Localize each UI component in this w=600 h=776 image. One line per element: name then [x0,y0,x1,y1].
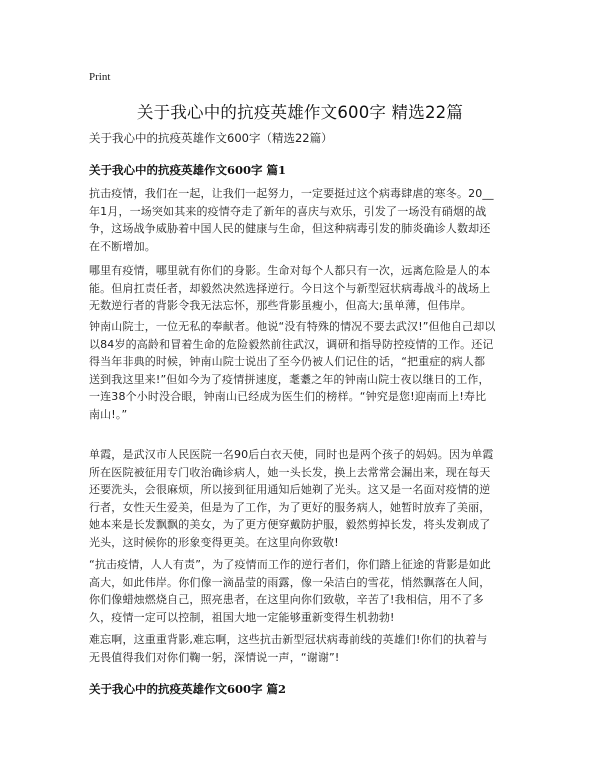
paragraph-line: 在不断增加。 [89,239,156,253]
paragraph-line: 一连38个小时没合眼，钟南山已经成为医生们的榜样。“钟究是您!迎南而上!寿比 [89,390,487,404]
document-subtitle: 关于我心中的抗疫英雄作文600字（精选22篇） [89,131,333,145]
paragraph-line: 以84岁的高龄和冒着生命的危险毅然前往武汉，调研和指导防控疫情的工作。还记 [89,337,494,351]
paragraph-line: 所在医院被征用专门收治确诊病人，她一头长发，换上去常常会漏出来，现在每天 [89,465,491,479]
paragraph-line: 光头，这时候你的形象变得更美。在这里向你致敬! [89,535,339,549]
paragraph-line: “抗击疫情，人人有责”，为了疫情而工作的逆行者们，你们踏上征途的背影是如此 [89,558,491,571]
paragraph-line: 高大，如此伟岸。你们像一滴晶莹的雨露，像一朵洁白的雪花，悄然飘落在人间， [89,575,491,589]
paragraph-3 [89,318,511,424]
paragraph-line: 她本来是长发飘飘的美女，为了更方便穿戴防护服，毅然剪掉长发，将头发剃成了 [89,518,491,532]
paragraph-1 [89,185,511,255]
paragraph-line: 你们像蜡烛燃烧自己，照亮患者，在这里向你们致敬，辛苦了!我相信，用不了多 [89,593,484,607]
paragraph-line: 得当年非典的时候，钟南山院士说出了至今仍被人们记住的话，“把重症的病人都 [89,355,486,369]
page-title: 关于我心中的抗疫英雄作文600字 精选22篇 [136,103,464,122]
paragraph-5 [89,556,511,626]
paragraph-line: 还要洗头，会很麻烦，所以接到征用通知后她剃了光头。这又是一名面对疫情的逆 [89,483,491,497]
paragraph-line: 无数逆行者的背影令我无法忘怀，那些背影虽瘦小，但高大;虽单薄，但伟岸。 [89,299,472,313]
paragraph-line: 年1月，一场突如其来的疫情夺走了新年的喜庆与欢乐，引发了一场没有硝烟的战 [89,204,487,218]
paragraph-line: 久，疫情一定可以控制，祖国大地一定能够重新变得生机勃勃! [89,610,395,624]
paragraph-line: 南山!。” [89,407,128,421]
paragraph-line: 送到我这里来!”但如今为了疫情拼速度，耄耋之年的钟南山院士夜以继日的工作， [89,372,490,386]
paragraph-line: 单霞，是武汉市人民医院一名90后白衣天使，同时也是两个孩子的妈妈。因为单霞 [89,448,494,461]
paragraph-line: 无畏值得我们对你们鞠一躬，深情说一声，“谢谢”! [89,650,340,664]
paragraph-line: 钟南山院士，一位无私的奉献者。他说“没有特殊的情况不要去武汉!”但他自己却以 [89,320,496,333]
paragraph-line: 行者，女性天生爱美，但是为了工作，为了更好的服务病人，她暂时放弃了美丽， [89,500,491,514]
print-link[interactable]: Print [89,71,111,83]
section-heading-1: 关于我心中的抗疫英雄作文600字 篇1 [89,163,287,177]
paragraph-line: 哪里有疫情，哪里就有你们的身影。生命对每个人都只有一次，远离危险是人的本 [89,264,491,277]
paragraph-line: 难忘啊，这重重背影,难忘啊，这些抗击新型冠状病毒前线的英雄们!你们的执着与 [89,633,488,646]
section-heading-2: 关于我心中的抗疫英雄作文600字 篇2 [89,682,287,696]
paragraph-line: 抗击疫情，我们在一起，让我们一起努力，一定要挺过这个病毒肆虐的寒冬。20__ [89,187,494,200]
paragraph-2 [89,262,511,315]
paragraph-line: 争，这场战争威胁着中国人民的健康与生命，但这种病毒引发的肺炎确诊人数却还 [89,222,491,236]
paragraph-4 [89,446,511,552]
paragraph-6 [89,631,511,666]
paragraph-line: 能。但肩扛责任者，却毅然决然选择逆行。今日这个与新型冠状病毒战斗的战场上 [89,281,491,295]
